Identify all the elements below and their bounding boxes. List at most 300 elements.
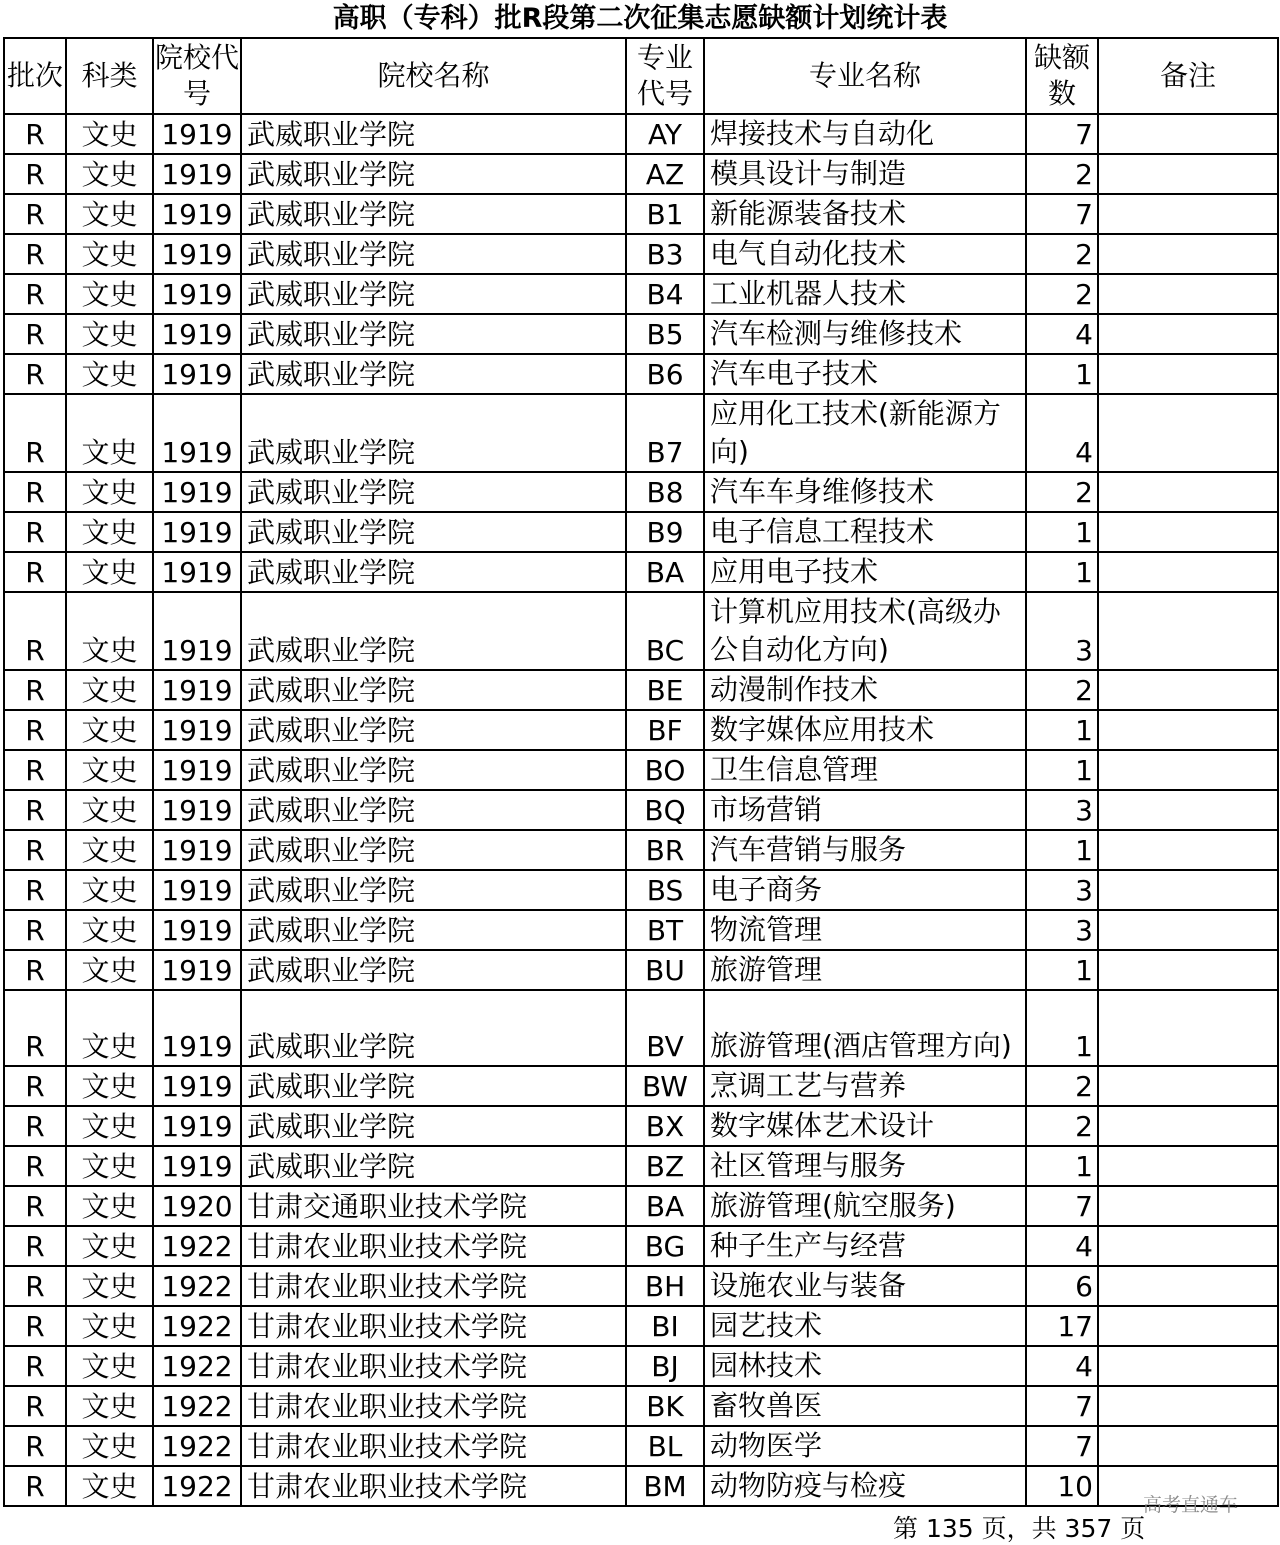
cell-vacancy: 17 (1026, 1306, 1098, 1346)
cell-category: 文史 (66, 234, 153, 274)
cell-major-code: BX (626, 1106, 704, 1146)
cell-major-code: BL (626, 1426, 704, 1466)
cell-category: 文史 (66, 1066, 153, 1106)
cell-batch: R (4, 1386, 66, 1426)
cell-batch: R (4, 234, 66, 274)
cell-category: 文史 (66, 472, 153, 512)
cell-school-name: 甘肃农业职业技术学院 (241, 1466, 626, 1506)
cell-school-code: 1919 (153, 830, 241, 870)
cell-remark (1098, 1266, 1278, 1306)
cell-school-code: 1919 (153, 950, 241, 990)
cell-school-code: 1922 (153, 1306, 241, 1346)
cell-vacancy: 1 (1026, 552, 1098, 592)
cell-school-name: 武威职业学院 (241, 830, 626, 870)
table-row (4, 154, 1278, 194)
table-row (4, 830, 1278, 870)
cell-vacancy: 2 (1026, 472, 1098, 512)
table-row (4, 1346, 1278, 1386)
cell-major-name: 汽车检测与维修技术 (704, 314, 1026, 354)
cell-remark (1098, 234, 1278, 274)
cell-school-name: 武威职业学院 (241, 552, 626, 592)
cell-batch: R (4, 512, 66, 552)
cell-major-name: 旅游管理 (704, 950, 1026, 990)
cell-batch: R (4, 830, 66, 870)
cell-vacancy: 1 (1026, 710, 1098, 750)
cell-vacancy: 2 (1026, 1066, 1098, 1106)
cell-remark (1098, 1106, 1278, 1146)
cell-major-code: BZ (626, 1146, 704, 1186)
cell-vacancy: 6 (1026, 1266, 1098, 1306)
cell-remark (1098, 950, 1278, 990)
cell-school-name: 武威职业学院 (241, 394, 626, 472)
cell-vacancy: 3 (1026, 592, 1098, 670)
cell-school-code: 1919 (153, 670, 241, 710)
cell-school-name: 武威职业学院 (241, 194, 626, 234)
cell-major-code: B4 (626, 274, 704, 314)
cell-school-name: 甘肃交通职业技术学院 (241, 1186, 626, 1226)
cell-remark (1098, 830, 1278, 870)
cell-batch: R (4, 1306, 66, 1346)
cell-major-name: 计算机应用技术(高级办公自动化方向) (704, 592, 1026, 670)
cell-school-name: 武威职业学院 (241, 1066, 626, 1106)
cell-school-code: 1919 (153, 154, 241, 194)
cell-school-name: 武威职业学院 (241, 790, 626, 830)
cell-school-code: 1919 (153, 790, 241, 830)
cell-school-code: 1919 (153, 1146, 241, 1186)
cell-major-name: 汽车营销与服务 (704, 830, 1026, 870)
cell-remark (1098, 1306, 1278, 1346)
cell-major-name: 焊接技术与自动化 (704, 114, 1026, 154)
cell-major-name: 物流管理 (704, 910, 1026, 950)
cell-school-name: 武威职业学院 (241, 950, 626, 990)
table-row (4, 1306, 1278, 1346)
cell-major-code: BI (626, 1306, 704, 1346)
cell-vacancy: 3 (1026, 790, 1098, 830)
cell-school-code: 1919 (153, 314, 241, 354)
cell-vacancy: 1 (1026, 1146, 1098, 1186)
table-row (4, 1226, 1278, 1266)
cell-school-name: 武威职业学院 (241, 354, 626, 394)
cell-category: 文史 (66, 552, 153, 592)
cell-major-code: BK (626, 1386, 704, 1426)
cell-school-code: 1919 (153, 472, 241, 512)
cell-school-code: 1922 (153, 1466, 241, 1506)
header-school-code: 院校代号 (153, 38, 241, 114)
cell-batch: R (4, 710, 66, 750)
cell-school-code: 1919 (153, 710, 241, 750)
cell-major-code: BA (626, 552, 704, 592)
cell-major-code: BJ (626, 1346, 704, 1386)
cell-remark (1098, 592, 1278, 670)
cell-category: 文史 (66, 830, 153, 870)
cell-remark (1098, 1386, 1278, 1426)
table-row (4, 234, 1278, 274)
cell-major-name: 新能源装备技术 (704, 194, 1026, 234)
cell-category: 文史 (66, 154, 153, 194)
cell-major-code: BE (626, 670, 704, 710)
cell-batch: R (4, 870, 66, 910)
cell-major-code: BC (626, 592, 704, 670)
cell-vacancy: 4 (1026, 1346, 1098, 1386)
cell-vacancy: 4 (1026, 394, 1098, 472)
cell-remark (1098, 1186, 1278, 1226)
cell-category: 文史 (66, 910, 153, 950)
cell-batch: R (4, 354, 66, 394)
table-row (4, 354, 1278, 394)
cell-batch: R (4, 154, 66, 194)
cell-remark (1098, 472, 1278, 512)
cell-school-code: 1919 (153, 394, 241, 472)
cell-school-code: 1919 (153, 870, 241, 910)
table-row (4, 592, 1278, 670)
cell-major-code: BF (626, 710, 704, 750)
cell-vacancy: 4 (1026, 1226, 1098, 1266)
cell-major-code: AZ (626, 154, 704, 194)
cell-school-name: 甘肃农业职业技术学院 (241, 1266, 626, 1306)
cell-school-code: 1920 (153, 1186, 241, 1226)
table-row (4, 314, 1278, 354)
cell-category: 文史 (66, 394, 153, 472)
cell-category: 文史 (66, 1386, 153, 1426)
cell-remark (1098, 194, 1278, 234)
cell-batch: R (4, 1466, 66, 1506)
cell-major-code: B9 (626, 512, 704, 552)
cell-school-name: 武威职业学院 (241, 472, 626, 512)
cell-remark (1098, 790, 1278, 830)
cell-school-name: 甘肃农业职业技术学院 (241, 1426, 626, 1466)
table-row (4, 1146, 1278, 1186)
cell-major-name: 数字媒体艺术设计 (704, 1106, 1026, 1146)
table-row (4, 194, 1278, 234)
cell-remark (1098, 314, 1278, 354)
cell-major-code: BT (626, 910, 704, 950)
cell-remark (1098, 1146, 1278, 1186)
table-row (4, 910, 1278, 950)
table-row (4, 394, 1278, 472)
cell-batch: R (4, 194, 66, 234)
cell-category: 文史 (66, 870, 153, 910)
table-row (4, 710, 1278, 750)
cell-vacancy: 7 (1026, 1186, 1098, 1226)
cell-major-name: 卫生信息管理 (704, 750, 1026, 790)
cell-major-code: B8 (626, 472, 704, 512)
cell-vacancy: 7 (1026, 1386, 1098, 1426)
cell-remark (1098, 394, 1278, 472)
cell-remark (1098, 512, 1278, 552)
cell-major-code: BS (626, 870, 704, 910)
cell-major-code: B3 (626, 234, 704, 274)
cell-batch: R (4, 990, 66, 1066)
header-row (4, 38, 1278, 114)
cell-remark (1098, 910, 1278, 950)
cell-vacancy: 1 (1026, 354, 1098, 394)
cell-school-code: 1919 (153, 990, 241, 1066)
table-row (4, 1386, 1278, 1426)
cell-vacancy: 7 (1026, 194, 1098, 234)
cell-vacancy: 2 (1026, 1106, 1098, 1146)
cell-batch: R (4, 1226, 66, 1266)
cell-category: 文史 (66, 950, 153, 990)
cell-category: 文史 (66, 194, 153, 234)
cell-school-code: 1919 (153, 512, 241, 552)
cell-category: 文史 (66, 1146, 153, 1186)
cell-vacancy: 2 (1026, 234, 1098, 274)
cell-school-code: 1919 (153, 234, 241, 274)
cell-major-code: BW (626, 1066, 704, 1106)
cell-school-code: 1919 (153, 1066, 241, 1106)
cell-major-name: 电子信息工程技术 (704, 512, 1026, 552)
cell-major-name: 种子生产与经营 (704, 1226, 1026, 1266)
cell-category: 文史 (66, 274, 153, 314)
cell-category: 文史 (66, 1306, 153, 1346)
cell-batch: R (4, 1346, 66, 1386)
cell-school-code: 1919 (153, 114, 241, 154)
cell-vacancy: 1 (1026, 750, 1098, 790)
cell-school-name: 武威职业学院 (241, 670, 626, 710)
cell-category: 文史 (66, 1186, 153, 1226)
cell-category: 文史 (66, 1266, 153, 1306)
cell-major-name: 设施农业与装备 (704, 1266, 1026, 1306)
cell-major-name: 动物防疫与检疫 (704, 1466, 1026, 1506)
cell-major-name: 园林技术 (704, 1346, 1026, 1386)
cell-major-name: 动物医学 (704, 1426, 1026, 1466)
cell-batch: R (4, 1186, 66, 1226)
page-footer: 第 135 页，共 357 页 (893, 1514, 1146, 1543)
cell-major-name: 市场营销 (704, 790, 1026, 830)
cell-school-name: 武威职业学院 (241, 274, 626, 314)
cell-school-code: 1919 (153, 354, 241, 394)
cell-batch: R (4, 592, 66, 670)
cell-vacancy: 2 (1026, 670, 1098, 710)
cell-batch: R (4, 950, 66, 990)
cell-category: 文史 (66, 670, 153, 710)
cell-vacancy: 10 (1026, 1466, 1098, 1506)
cell-major-name: 电气自动化技术 (704, 234, 1026, 274)
header-major-code: 专业代号 (626, 38, 704, 114)
cell-school-code: 1919 (153, 194, 241, 234)
cell-major-code: B1 (626, 194, 704, 234)
cell-school-name: 武威职业学院 (241, 870, 626, 910)
cell-batch: R (4, 1266, 66, 1306)
cell-remark (1098, 274, 1278, 314)
cell-batch: R (4, 114, 66, 154)
cell-major-code: B6 (626, 354, 704, 394)
table-row (4, 1106, 1278, 1146)
cell-major-name: 模具设计与制造 (704, 154, 1026, 194)
cell-school-code: 1919 (153, 592, 241, 670)
cell-category: 文史 (66, 990, 153, 1066)
cell-vacancy: 1 (1026, 830, 1098, 870)
header-major-name: 专业名称 (704, 38, 1026, 114)
cell-major-name: 旅游管理(酒店管理方向) (704, 990, 1026, 1066)
cell-school-code: 1922 (153, 1386, 241, 1426)
cell-school-code: 1919 (153, 274, 241, 314)
cell-school-name: 武威职业学院 (241, 910, 626, 950)
table-row (4, 512, 1278, 552)
cell-school-name: 武威职业学院 (241, 1146, 626, 1186)
cell-vacancy: 1 (1026, 512, 1098, 552)
cell-school-name: 武威职业学院 (241, 114, 626, 154)
cell-school-name: 武威职业学院 (241, 512, 626, 552)
cell-batch: R (4, 750, 66, 790)
cell-category: 文史 (66, 314, 153, 354)
cell-batch: R (4, 1066, 66, 1106)
cell-major-name: 汽车电子技术 (704, 354, 1026, 394)
header-batch: 批次 (4, 38, 66, 114)
cell-category: 文史 (66, 1466, 153, 1506)
table-row (4, 472, 1278, 512)
cell-major-name: 汽车车身维修技术 (704, 472, 1026, 512)
header-category: 科类 (66, 38, 153, 114)
cell-batch: R (4, 314, 66, 354)
cell-remark (1098, 1426, 1278, 1466)
cell-vacancy: 7 (1026, 1426, 1098, 1466)
table-row (4, 114, 1278, 154)
cell-major-code: BR (626, 830, 704, 870)
cell-category: 文史 (66, 1426, 153, 1466)
cell-school-code: 1922 (153, 1426, 241, 1466)
page-title: 高职（专科）批R段第二次征集志愿缺额计划统计表 (332, 3, 948, 34)
cell-school-name: 武威职业学院 (241, 314, 626, 354)
cell-major-name: 社区管理与服务 (704, 1146, 1026, 1186)
cell-vacancy: 2 (1026, 154, 1098, 194)
cell-category: 文史 (66, 710, 153, 750)
cell-school-name: 武威职业学院 (241, 750, 626, 790)
cell-major-code: BO (626, 750, 704, 790)
table-row (4, 670, 1278, 710)
cell-major-code: BU (626, 950, 704, 990)
vacancy-table (3, 37, 1279, 1507)
cell-school-name: 武威职业学院 (241, 154, 626, 194)
table-row (4, 1186, 1278, 1226)
cell-vacancy: 1 (1026, 990, 1098, 1066)
cell-remark (1098, 870, 1278, 910)
cell-major-code: B7 (626, 394, 704, 472)
cell-remark (1098, 354, 1278, 394)
cell-school-name: 甘肃农业职业技术学院 (241, 1226, 626, 1266)
cell-school-name: 武威职业学院 (241, 234, 626, 274)
cell-major-name: 工业机器人技术 (704, 274, 1026, 314)
cell-category: 文史 (66, 512, 153, 552)
cell-category: 文史 (66, 1346, 153, 1386)
cell-category: 文史 (66, 354, 153, 394)
cell-batch: R (4, 910, 66, 950)
cell-batch: R (4, 472, 66, 512)
cell-category: 文史 (66, 1106, 153, 1146)
cell-major-name: 烹调工艺与营养 (704, 1066, 1026, 1106)
cell-school-name: 甘肃农业职业技术学院 (241, 1306, 626, 1346)
table-row (4, 750, 1278, 790)
cell-major-name: 数字媒体应用技术 (704, 710, 1026, 750)
cell-category: 文史 (66, 1226, 153, 1266)
cell-batch: R (4, 1106, 66, 1146)
cell-vacancy: 1 (1026, 950, 1098, 990)
cell-remark (1098, 1066, 1278, 1106)
header-school-name: 院校名称 (241, 38, 626, 114)
cell-vacancy: 3 (1026, 910, 1098, 950)
table-row (4, 790, 1278, 830)
cell-school-code: 1919 (153, 750, 241, 790)
table-row (4, 950, 1278, 990)
cell-remark (1098, 670, 1278, 710)
table-row (4, 1426, 1278, 1466)
cell-major-name: 电子商务 (704, 870, 1026, 910)
cell-category: 文史 (66, 114, 153, 154)
cell-category: 文史 (66, 592, 153, 670)
watermark: 高考直通车 (1143, 1494, 1239, 1516)
cell-school-code: 1922 (153, 1226, 241, 1266)
table-row (4, 870, 1278, 910)
cell-major-code: AY (626, 114, 704, 154)
cell-major-name: 旅游管理(航空服务) (704, 1186, 1026, 1226)
cell-major-code: B5 (626, 314, 704, 354)
cell-major-code: BM (626, 1466, 704, 1506)
cell-major-name: 应用化工技术(新能源方向) (704, 394, 1026, 472)
table-row (4, 1066, 1278, 1106)
cell-school-code: 1919 (153, 910, 241, 950)
cell-school-name: 武威职业学院 (241, 990, 626, 1066)
cell-major-name: 园艺技术 (704, 1306, 1026, 1346)
cell-remark (1098, 710, 1278, 750)
cell-category: 文史 (66, 750, 153, 790)
table-row (4, 990, 1278, 1066)
cell-major-code: BH (626, 1266, 704, 1306)
cell-school-code: 1922 (153, 1266, 241, 1306)
cell-batch: R (4, 790, 66, 830)
table-row (4, 1466, 1278, 1506)
cell-school-code: 1919 (153, 1106, 241, 1146)
cell-remark (1098, 154, 1278, 194)
cell-vacancy: 3 (1026, 870, 1098, 910)
cell-remark (1098, 1346, 1278, 1386)
header-remark: 备注 (1098, 38, 1278, 114)
cell-major-code: BG (626, 1226, 704, 1266)
cell-school-code: 1922 (153, 1346, 241, 1386)
cell-school-code: 1919 (153, 552, 241, 592)
cell-remark (1098, 990, 1278, 1066)
cell-batch: R (4, 394, 66, 472)
table-row (4, 1266, 1278, 1306)
cell-major-name: 畜牧兽医 (704, 1386, 1026, 1426)
cell-major-code: BQ (626, 790, 704, 830)
cell-school-name: 武威职业学院 (241, 1106, 626, 1146)
cell-batch: R (4, 552, 66, 592)
cell-major-code: BA (626, 1186, 704, 1226)
cell-remark (1098, 552, 1278, 592)
cell-major-name: 动漫制作技术 (704, 670, 1026, 710)
cell-school-name: 武威职业学院 (241, 592, 626, 670)
cell-school-name: 武威职业学院 (241, 710, 626, 750)
cell-school-name: 甘肃农业职业技术学院 (241, 1346, 626, 1386)
cell-school-name: 甘肃农业职业技术学院 (241, 1386, 626, 1426)
cell-remark (1098, 114, 1278, 154)
cell-batch: R (4, 1426, 66, 1466)
table-row (4, 274, 1278, 314)
cell-batch: R (4, 670, 66, 710)
cell-remark (1098, 750, 1278, 790)
cell-category: 文史 (66, 790, 153, 830)
cell-vacancy: 7 (1026, 114, 1098, 154)
cell-major-name: 应用电子技术 (704, 552, 1026, 592)
cell-batch: R (4, 1146, 66, 1186)
table-body (4, 114, 1278, 1506)
cell-remark (1098, 1226, 1278, 1266)
cell-major-code: BV (626, 990, 704, 1066)
cell-batch: R (4, 274, 66, 314)
header-vacancy: 缺额数 (1026, 38, 1098, 114)
cell-vacancy: 4 (1026, 314, 1098, 354)
table-row (4, 552, 1278, 592)
